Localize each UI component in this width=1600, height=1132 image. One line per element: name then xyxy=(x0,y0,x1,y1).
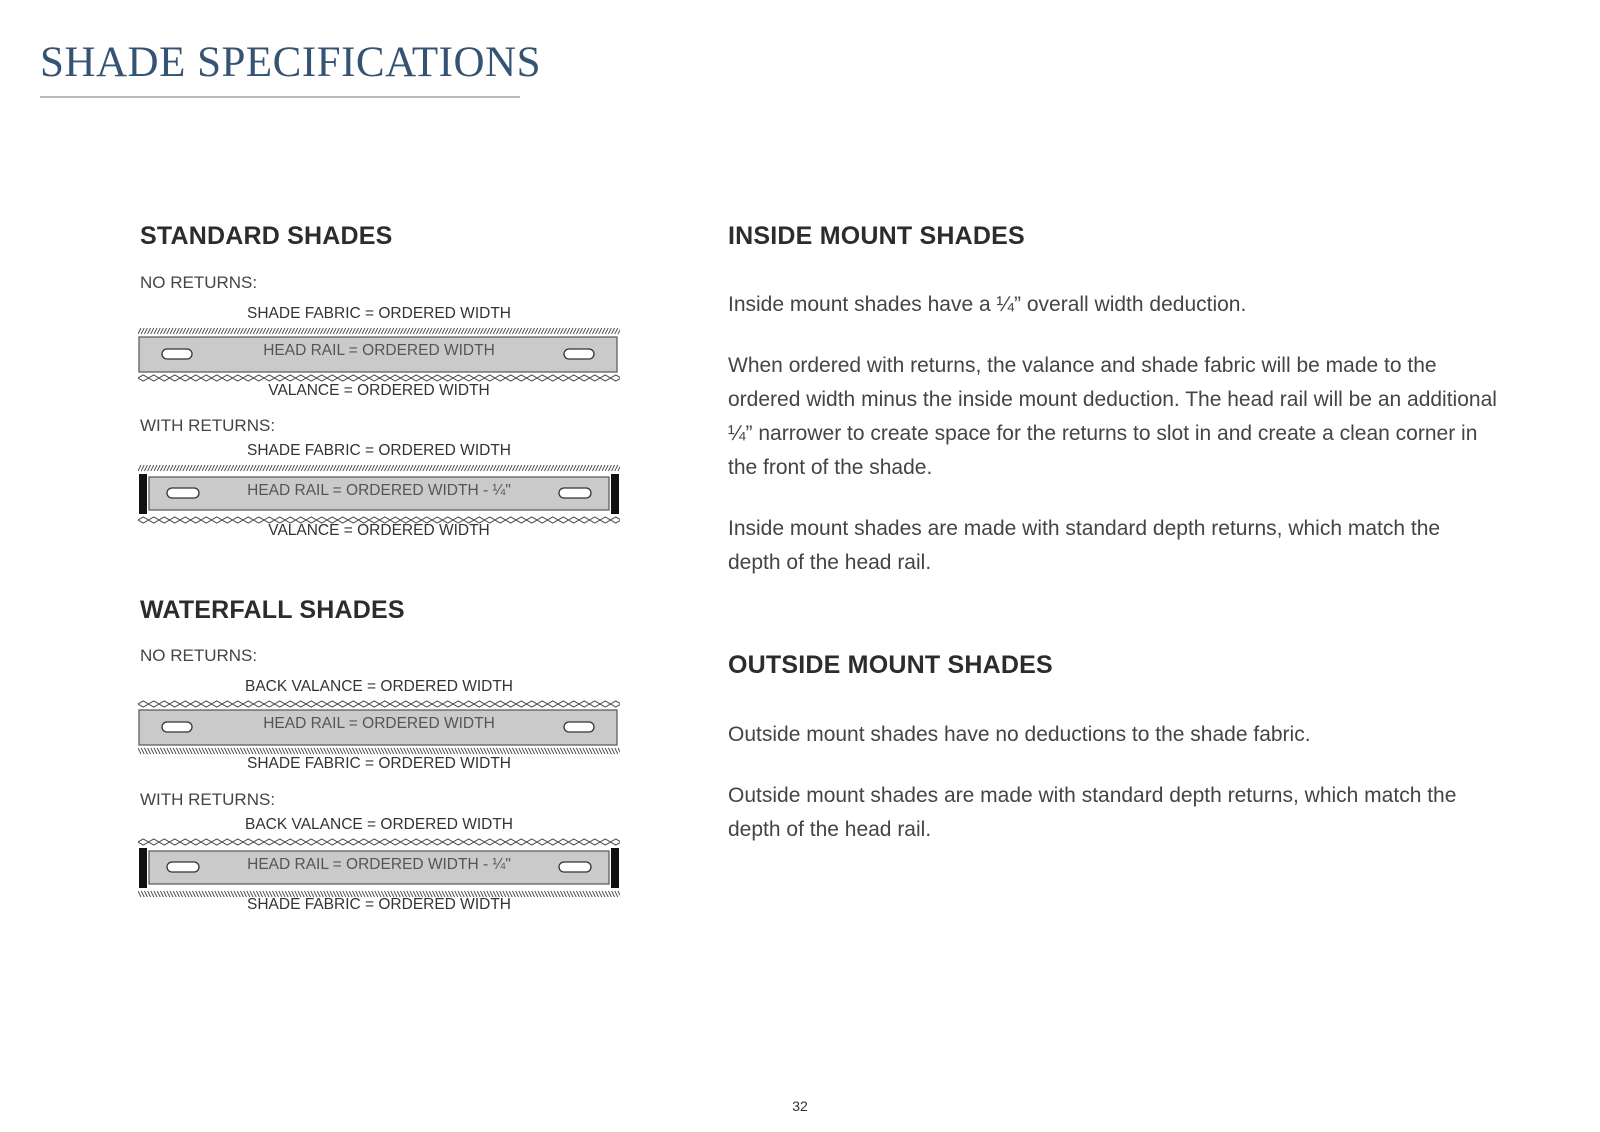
back-valance-caption: BACK VALANCE = ORDERED WIDTH xyxy=(245,816,513,833)
page-number: 32 xyxy=(792,1098,808,1114)
title-divider xyxy=(40,96,520,98)
outside-mount-heading: OUTSIDE MOUNT SHADES xyxy=(728,651,1053,679)
valance-chain xyxy=(138,375,620,381)
head-rail-label: HEAD RAIL = ORDERED WIDTH - ¼" xyxy=(247,482,511,499)
head-rail-label: HEAD RAIL = ORDERED WIDTH xyxy=(263,342,495,359)
inside-mount-paragraph-2: When ordered with returns, the valance and shade fabric will be made to the ordered width minus the inside mount deduction. The head rail will be an additional ¼” narrower to create space for the returns to slot in and create a clean corner in the front of the shade. xyxy=(728,354,1497,479)
back-valance-caption: BACK VALANCE = ORDERED WIDTH xyxy=(245,678,513,695)
page-title: SHADE SPECIFICATIONS xyxy=(40,39,541,86)
waterfall-no-returns-label: NO RETURNS: xyxy=(140,646,258,665)
standard-no-returns-label: NO RETURNS: xyxy=(140,273,258,292)
waterfall-with-returns-label: WITH RETURNS: xyxy=(140,790,276,809)
valance-caption: VALANCE = ORDERED WIDTH xyxy=(268,522,490,539)
shade-fabric-caption: SHADE FABRIC = ORDERED WIDTH xyxy=(247,442,511,459)
waterfall-shades-heading: WATERFALL SHADES xyxy=(140,596,405,624)
inside-mount-paragraph-1: Inside mount shades have a ¼” overall width deduction. xyxy=(728,293,1247,316)
outside-mount-paragraph-2: Outside mount shades are made with standard depth returns, which match the depth of the head rail. xyxy=(728,784,1457,841)
shade-fabric-caption: SHADE FABRIC = ORDERED WIDTH xyxy=(247,896,511,913)
standard-no-returns-diagram xyxy=(138,305,620,405)
inside-mount-paragraph-3: Inside mount shades are made with standard depth returns, which match the depth of the head rail. xyxy=(728,517,1441,574)
waterfall-with-returns-diagram xyxy=(138,816,620,916)
back-valance-chain xyxy=(138,701,620,707)
shade-fabric-caption: SHADE FABRIC = ORDERED WIDTH xyxy=(247,755,511,772)
standard-with-returns-label: WITH RETURNS: xyxy=(140,416,276,435)
standard-with-returns-diagram xyxy=(138,442,620,542)
inside-mount-heading: INSIDE MOUNT SHADES xyxy=(728,222,1025,250)
head-rail-label: HEAD RAIL = ORDERED WIDTH - ¼" xyxy=(247,856,511,873)
waterfall-no-returns-diagram xyxy=(138,678,620,778)
standard-shades-heading: STANDARD SHADES xyxy=(140,222,393,250)
shade-fabric-caption: SHADE FABRIC = ORDERED WIDTH xyxy=(247,305,511,322)
back-valance-chain xyxy=(138,839,620,845)
valance-caption: VALANCE = ORDERED WIDTH xyxy=(268,382,490,399)
fabric-hatch xyxy=(138,465,620,471)
fabric-hatch xyxy=(138,328,620,334)
fabric-hatch xyxy=(138,748,620,754)
head-rail-label: HEAD RAIL = ORDERED WIDTH xyxy=(263,715,495,732)
outside-mount-paragraph-1: Outside mount shades have no deductions to the shade fabric. xyxy=(728,723,1311,746)
